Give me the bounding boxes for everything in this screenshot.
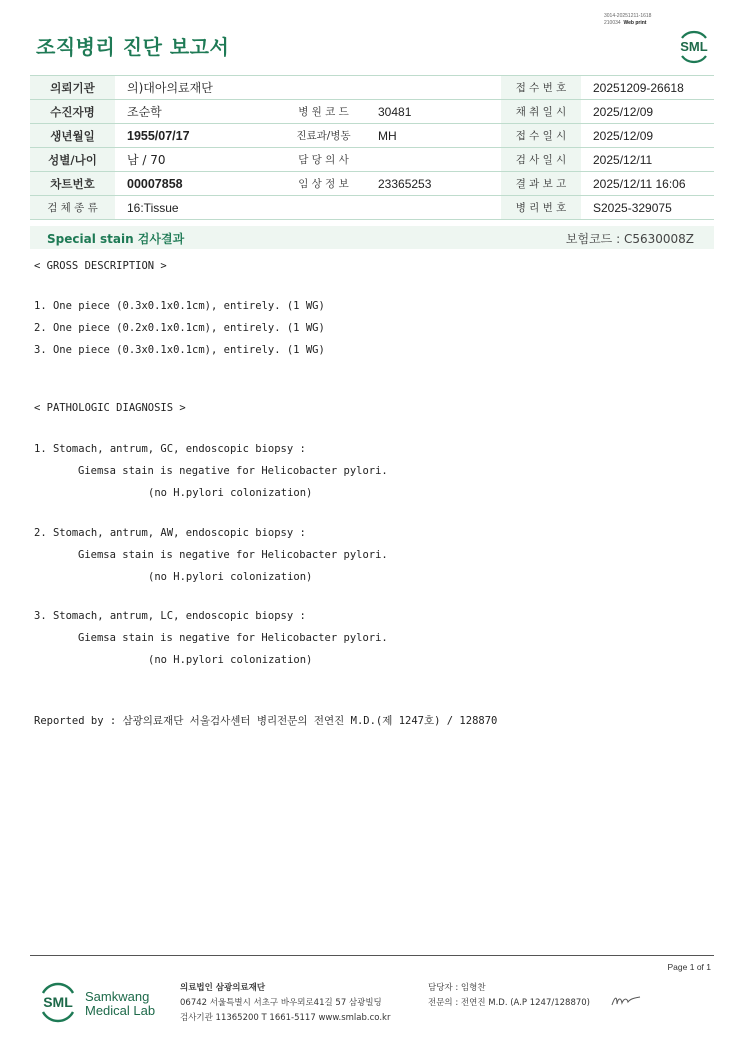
signature-icon [610,992,642,1010]
label-hospital-code: 병 원 코 드 [281,100,366,124]
value-patient-name: 조순학 [115,100,281,124]
section-header [30,226,714,249]
label-test-date: 검 사 일 시 [501,148,581,172]
page-title: 조직병리 진단 보고서 [36,35,230,59]
value-clinical-info: 23365253 [366,172,501,196]
print-code-line2: 210034 [604,20,621,26]
gross-line-1: 1. One piece (0.3x0.1x0.1cm), entirely. (1 WG) [34,300,325,312]
label-specimen-type: 검 체 종 류 [30,196,115,220]
label-requester: 의뢰기관 [30,76,115,100]
label-receipt-no: 접 수 번 호 [501,76,581,100]
diagnosis-site-2: 2. Stomach, antrum, AW, endoscopic biopsy : [34,527,306,539]
label-birth-date: 생년월일 [30,124,115,148]
pathologic-diagnosis-header: < PATHOLOGIC DIAGNOSIS > [34,402,186,414]
value-test-date: 2025/12/11 [581,148,714,172]
print-code-line1: 3014-20251211-1618 [604,13,652,19]
value-birth-date: 1955/07/17 [115,124,281,148]
table-row [30,76,714,100]
page-number: Page 1 of 1 [667,962,711,972]
value-result-report: 2025/12/11 16:06 [581,172,714,196]
footer-contacts [428,981,590,1011]
brand-line-2: Medical Lab [85,1003,156,1018]
label-result-report: 결 과 보 고 [501,172,581,196]
value-hospital-code: 30481 [366,100,501,124]
brand-name [85,990,155,1018]
reported-by: Reported by : 삼광의료재단 서울검사센터 병리전문의 전연진 M.D.(제 1247호) / 128870 [34,715,498,727]
diagnosis-note-2: (no H.pylori colonization) [148,571,313,583]
logo-text: SML [43,994,73,1010]
label-pathology-no: 병 리 번 호 [501,196,581,220]
diagnosis-site-1: 1. Stomach, antrum, GC, endoscopic biopsy : [34,443,306,455]
value-sex-age: 남 / 70 [115,148,281,172]
logo-text: SML [680,39,708,54]
diagnosis-result-2: Giemsa stain is negative for Helicobacter pylori. [78,549,388,561]
value-department: MH [366,124,501,148]
org-address: 06742 서울특별시 서초구 바우뫼로41길 57 삼광빌딩 [180,998,382,1008]
report-body [34,260,498,727]
section-title: Special stain 검사결과 [47,232,185,246]
value-collection-date: 2025/12/09 [581,100,714,124]
value-requester: 의)대아의료재단 [115,76,501,100]
sml-logo-icon [36,980,80,1024]
table-row [30,100,714,124]
brand-line-1: Samkwang [85,989,150,1004]
value-pathology-no: S2025-329075 [581,196,714,220]
label-physician: 담 당 의 사 [281,148,366,172]
diagnosis-result-3: Giemsa stain is negative for Helicobacter pylori. [78,632,388,644]
label-sex-age: 성별/나이 [30,148,115,172]
org-license: 검사기관 11365200 T 1661-5117 www.smlab.co.kr [180,1013,391,1023]
label-department: 진료과/병동 [281,124,366,148]
gross-description-header: < GROSS DESCRIPTION > [34,260,167,272]
value-physician [366,148,501,172]
label-clinical-info: 임 상 정 보 [281,172,366,196]
value-specimen-type: 16:Tissue [115,196,501,220]
label-patient-name: 수진자명 [30,100,115,124]
web-print-label: Web print [623,20,647,26]
table-row [30,196,714,220]
label-collection-date: 채 취 일 시 [501,100,581,124]
value-receipt-no: 20251209-26618 [581,76,714,100]
label-chart-no: 차트번호 [30,172,115,196]
specialist-line: 전문의 : 전연진 M.D. (A.P 1247/128870) [428,998,590,1008]
gross-line-3: 3. One piece (0.3x0.1x0.1cm), entirely. (1 WG) [34,344,325,356]
print-code [604,13,651,27]
value-chart-no: 00007858 [115,172,281,196]
footer-organization [180,981,390,1026]
org-name: 의료법인 삼광의료재단 [180,983,266,993]
table-row [30,148,714,172]
sml-logo-icon [674,26,714,66]
table-row [30,172,714,196]
manager-line: 담당자 : 임형찬 [428,983,486,993]
diagnosis-note-3: (no H.pylori colonization) [148,654,313,666]
table-row [30,124,714,148]
value-receipt-date: 2025/12/09 [581,124,714,148]
label-receipt-date: 접 수 일 시 [501,124,581,148]
footer-divider [30,955,714,956]
diagnosis-note-1: (no H.pylori colonization) [148,487,313,499]
diagnosis-site-3: 3. Stomach, antrum, LC, endoscopic biopsy : [34,610,306,622]
gross-line-2: 2. One piece (0.2x0.1x0.1cm), entirely. (1 WG) [34,322,325,334]
insurance-code: 보험코드 : C5630008Z [565,232,694,246]
patient-info-table [30,75,714,220]
diagnosis-result-1: Giemsa stain is negative for Helicobacter pylori. [78,465,388,477]
